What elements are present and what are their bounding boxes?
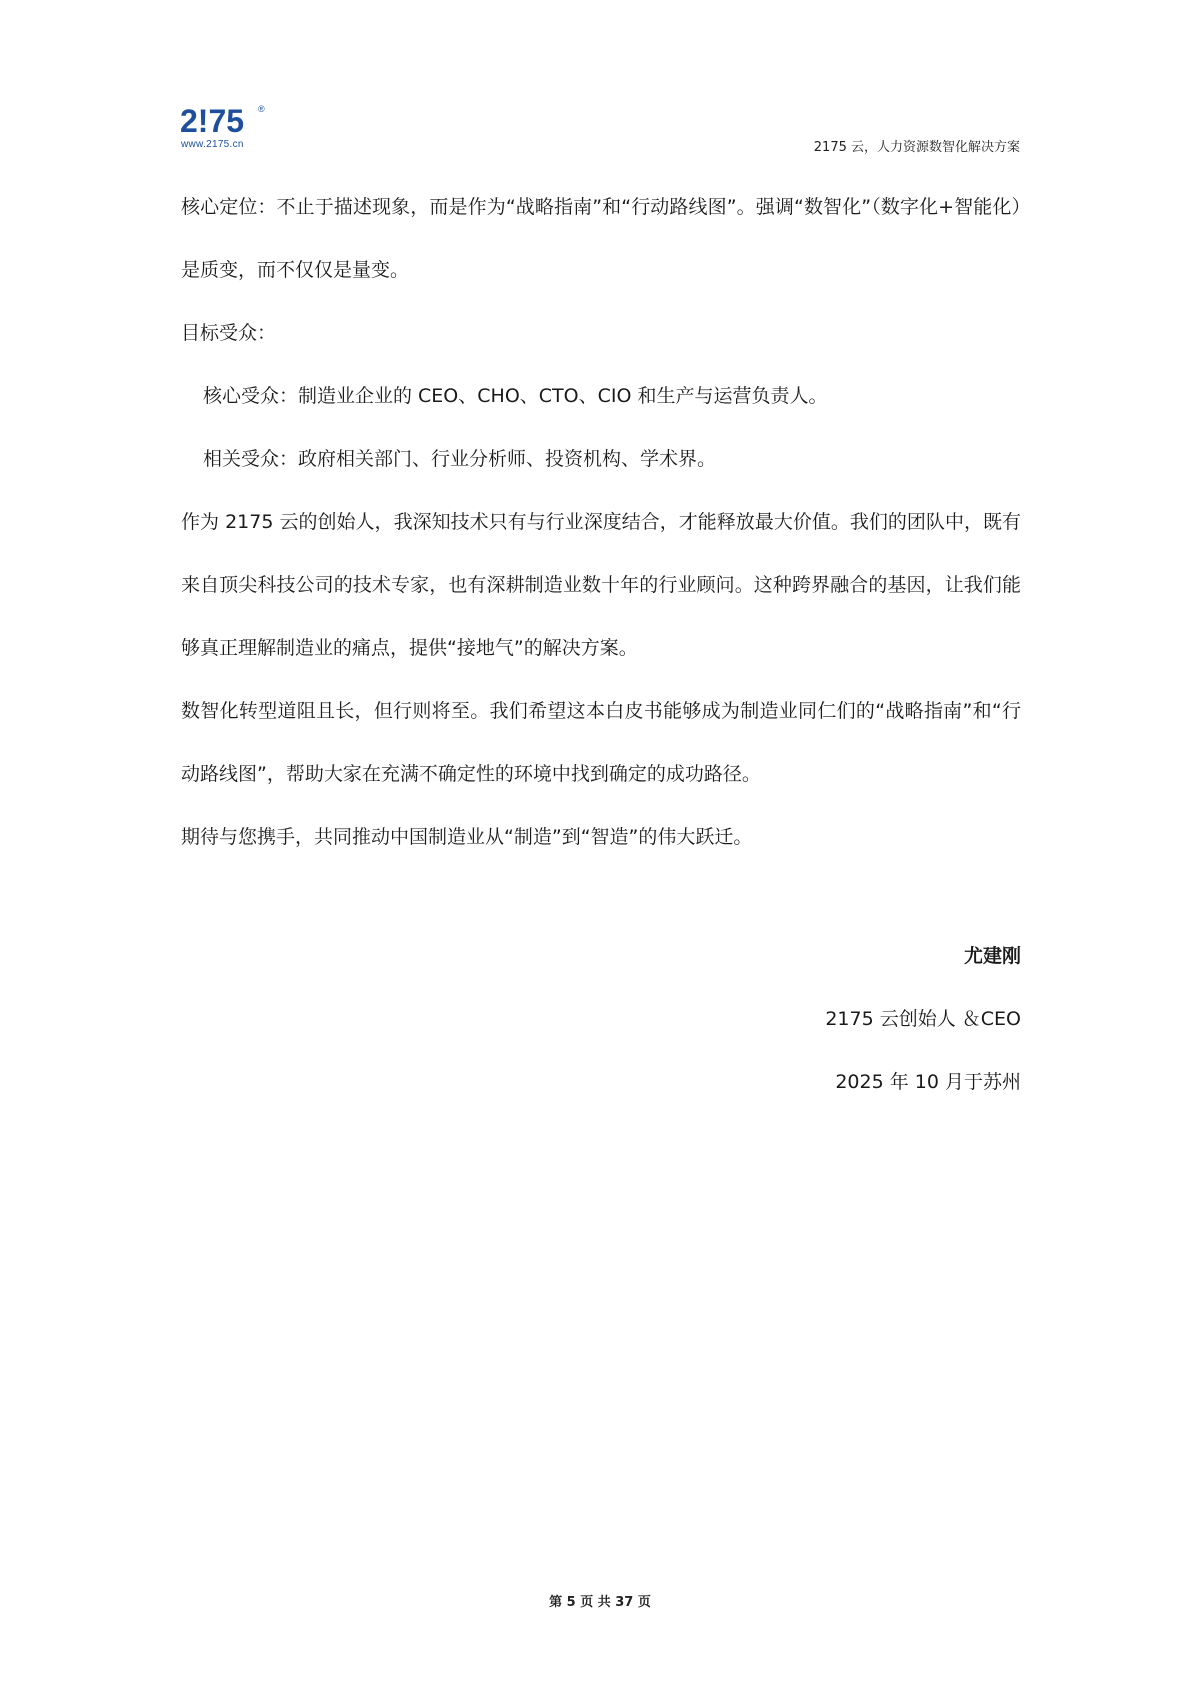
logo-url: www.2175.cn xyxy=(181,139,244,150)
header-title: 2175 云，人力资源数智化解决方案 xyxy=(813,140,1020,155)
signature-block xyxy=(825,925,1021,1114)
paragraph-target-audience-heading: 目标受众： xyxy=(181,322,277,344)
paragraph-core-positioning: 核心定位：不止于描述现象，而是作为“战略指南”和“行动路线图”。强调“数智化”（数字化+智能化）是质变，而不仅仅是量变。 xyxy=(181,196,1021,281)
paragraph-founder-statement: 作为 2175 云的创始人，我深知技术只有与行业深度结合，才能释放最大价值。我们的团队中，既有来自顶尖科技公司的技术专家，也有深耕制造业数十年的行业顾问。这种跨界融合的基因，让我们能够真正理解制造业的痛点，提供“接地气”的解决方案。 xyxy=(181,511,1021,659)
logo-mark: 2!75 xyxy=(180,103,245,139)
paragraph-related-audience: 相关受众：政府相关部门、行业分析师、投资机构、学术界。 xyxy=(203,448,717,470)
signature-name: 尤建刚 xyxy=(963,945,1021,967)
paragraph-whitepaper-purpose: 数智化转型道阻且长，但行则将至。我们希望这本白皮书能够成为制造业同仁们的“战略指南”和“行动路线图”，帮助大家在充满不确定性的环境中找到确定的成功路径。 xyxy=(181,700,1021,785)
logo-registered-mark: ® xyxy=(258,104,265,114)
page-number: 第 5 页 共 37 页 xyxy=(549,1595,651,1610)
paragraph-closing: 期待与您携手，共同推动中国制造业从“制造”到“智造”的伟大跃迁。 xyxy=(181,826,753,848)
body-content xyxy=(181,176,1021,869)
company-logo xyxy=(180,104,300,152)
paragraph-core-audience: 核心受众：制造业企业的 CEO、CHO、CTO、CIO 和生产与运营负责人。 xyxy=(203,385,828,407)
signature-date-place: 2025 年 10 月于苏州 xyxy=(835,1071,1021,1093)
signature-role: 2175 云创始人 ＆CEO xyxy=(825,1008,1021,1030)
